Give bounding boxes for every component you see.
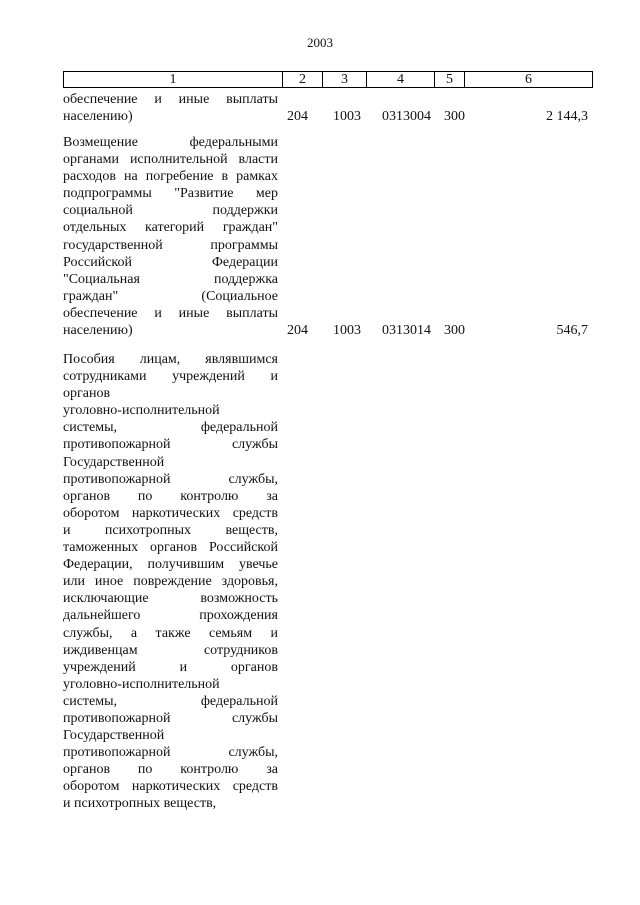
- description-line: органов: [63, 386, 111, 402]
- section-code: 1003: [333, 109, 361, 124]
- description-line: уголовно-исполнительной: [63, 403, 220, 419]
- description-line: сотрудниками учреждений и: [63, 369, 278, 385]
- description-line: социальной поддержки: [63, 203, 278, 219]
- target-code: 0313004: [382, 109, 431, 124]
- description-line: обеспечение и иные выплаты: [63, 92, 278, 107]
- description-line: службы, а также семьям и: [63, 625, 278, 641]
- description-line: Государственной: [63, 728, 165, 744]
- description-line: или иное повреждение здоровья,: [63, 574, 278, 590]
- column-header-2: 2: [283, 72, 323, 88]
- description-line: органов по контролю за: [63, 488, 278, 504]
- description-line: обеспечение и иные выплаты: [63, 305, 278, 321]
- column-header-4: 4: [367, 72, 435, 88]
- description-line: Возмещение федеральными: [63, 135, 278, 150]
- ministry-code: 204: [287, 323, 308, 338]
- description-line: "Социальная поддержка: [63, 271, 278, 287]
- table-header: [63, 71, 593, 88]
- description-line: органов по контролю за: [63, 762, 278, 778]
- description-line: Российской Федерации: [63, 254, 278, 270]
- description-line: Государственной: [63, 454, 165, 470]
- row-description: [63, 91, 278, 125]
- description-line: и психотропных веществ,: [63, 522, 278, 538]
- description-line: противопожарной службы: [63, 437, 278, 453]
- target-code: 0313014: [382, 323, 431, 338]
- expense-type-code: 300: [444, 323, 465, 338]
- description-line: населению): [63, 323, 133, 339]
- description-line: противопожарной службы,: [63, 745, 278, 761]
- description-line: таможенных органов Российской: [63, 540, 278, 556]
- ministry-code: 204: [287, 109, 308, 124]
- description-line: государственной программы: [63, 237, 278, 253]
- row-description: [63, 134, 278, 339]
- description-line: уголовно-исполнительной: [63, 676, 220, 692]
- description-line: отдельных категорий граждан": [63, 220, 278, 236]
- description-line: Федерации, получившим увечье: [63, 557, 278, 573]
- description-line: исключающие возможность: [63, 591, 278, 607]
- description-line: подпрограммы "Развитие мер: [63, 186, 278, 202]
- description-line: противопожарной службы,: [63, 471, 278, 487]
- expense-type-code: 300: [444, 109, 465, 124]
- description-line: органами исполнительной власти: [63, 152, 278, 168]
- amount: 546,7: [556, 323, 588, 338]
- column-header-3: 3: [323, 72, 367, 88]
- description-line: Пособия лицам, являвшимся: [63, 352, 278, 367]
- description-line: граждан" (Социальное: [63, 288, 278, 304]
- page-number: 2003: [307, 35, 333, 50]
- description-line: оборотом наркотических средств: [63, 779, 278, 795]
- row-description: [63, 351, 278, 813]
- description-line: противопожарной службы: [63, 710, 278, 726]
- description-line: расходов на погребение в рамках: [63, 169, 278, 185]
- description-line: учреждений и органов: [63, 659, 278, 675]
- description-line: и психотропных веществ,: [63, 796, 217, 812]
- description-line: дальнейшего прохождения: [63, 608, 278, 624]
- description-line: населению): [63, 109, 133, 125]
- column-header-6: 6: [465, 72, 593, 88]
- column-header-5: 5: [435, 72, 465, 88]
- section-code: 1003: [333, 323, 361, 338]
- description-line: системы, федеральной: [63, 693, 278, 709]
- description-line: системы, федеральной: [63, 420, 278, 436]
- column-header-1: 1: [64, 72, 283, 88]
- description-line: иждивенцам сотрудников: [63, 642, 278, 658]
- description-line: оборотом наркотических средств: [63, 505, 278, 521]
- amount: 2 144,3: [546, 109, 588, 124]
